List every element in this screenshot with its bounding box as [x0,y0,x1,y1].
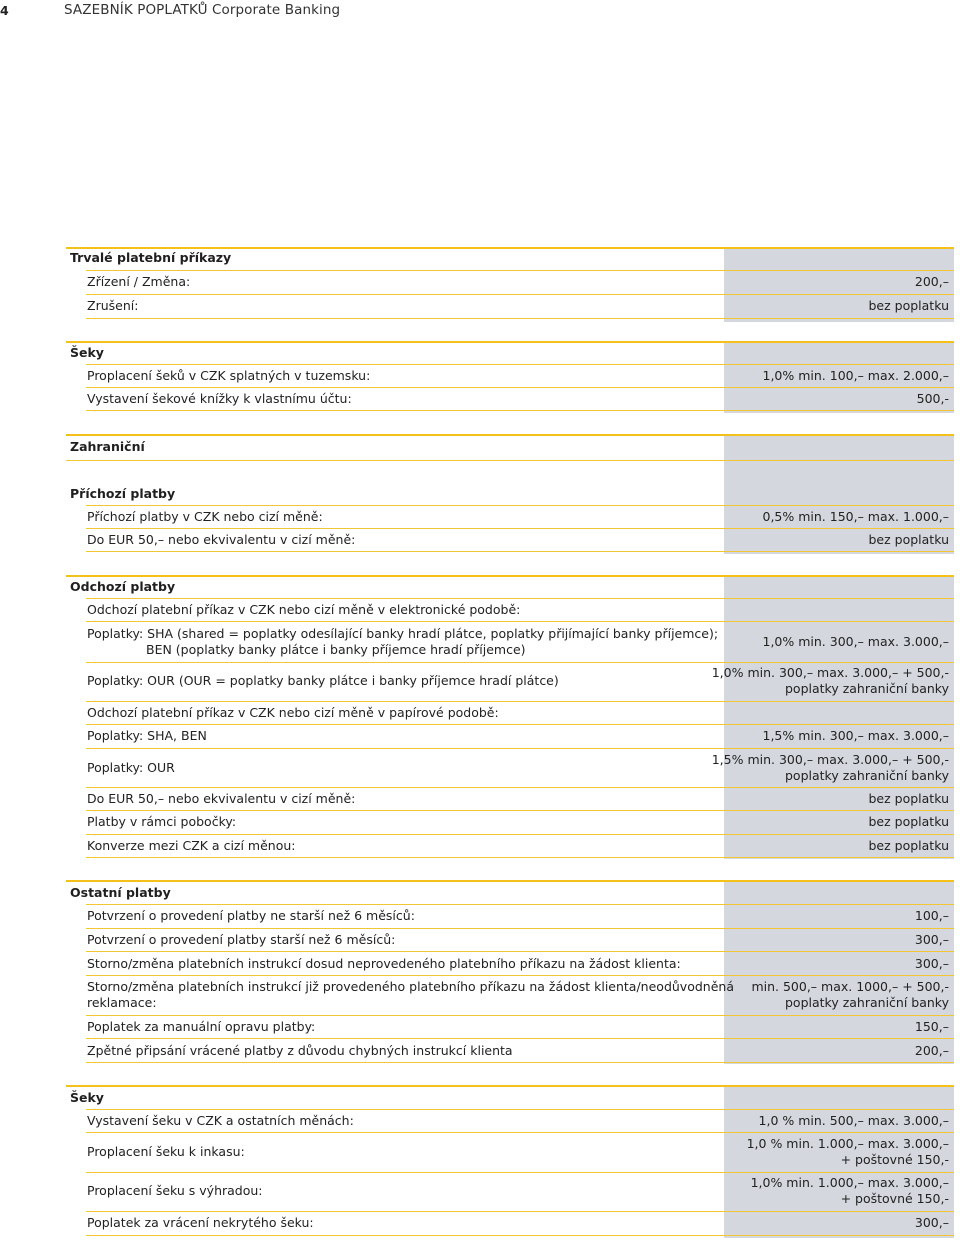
section-heading: Odchozí platby [70,579,176,594]
row-divider [86,270,954,271]
row-label: Vystavení šeku v CZK a ostatních měnách: [87,1113,354,1128]
row-label: Zpětné připsání vrácené platby z důvodu chybných instrukcí klienta [87,1043,513,1058]
row-value: + poštovné 150,- [840,1191,949,1206]
row-value: bez poplatku [868,814,949,829]
row-value: 500,- [916,391,949,406]
row-divider [86,1235,954,1236]
row-value: 150,– [914,1019,949,1034]
row-label: Proplacení šeků v CZK splatných v tuzemsku: [87,368,371,383]
row-value: 200,– [914,1043,949,1058]
row-value: bez poplatku [868,532,949,547]
row-value: poplatky zahraniční banky [784,995,949,1010]
row-label: Odchozí platební příkaz v CZK nebo cizí měně v papírové podobě: [87,705,499,720]
row-label: Platby v rámci pobočky: [87,814,237,829]
page-number: 4 [0,3,9,18]
row-divider [86,975,954,976]
section-heading: Ostatní platby [70,885,171,900]
row-divider [86,318,954,319]
row-label: Poplatky: OUR [87,760,175,775]
row-divider [86,1015,954,1016]
row-value: 1,0% min. 1.000,– max. 3.000,– [750,1175,949,1190]
section-divider [66,880,954,882]
row-divider [86,1211,954,1212]
section-heading: Příchozí platby [70,486,176,501]
section-heading: Zahraniční [70,439,145,454]
row-divider [86,410,954,411]
row-value: 1,0% min. 300,– max. 3.000,– + 500,- [711,665,949,680]
row-divider [86,701,954,702]
row-label: Potvrzení o provedení platby starší než 6 měsíců: [87,932,396,947]
row-label: Poplatky: OUR (OUR = poplatky banky plátce i banky příjemce hradí plátce) [87,673,559,688]
row-divider [86,621,954,622]
row-divider [86,1038,954,1039]
row-value: 200,– [914,274,949,289]
row-divider [86,1132,954,1133]
section-divider [66,341,954,343]
row-value: 1,0 % min. 500,– max. 3.000,– [758,1113,949,1128]
row-divider [86,387,954,388]
row-value: 1,0 % min. 1.000,– max. 3.000,– [746,1136,949,1151]
section-divider [66,1085,954,1087]
row-label: Odchozí platební příkaz v CZK nebo cizí měně v elektronické podobě: [87,602,521,617]
row-label: Poplatek za manuální opravu platby: [87,1019,316,1034]
row-label: Vystavení šekové knížky k vlastnímu účtu: [87,391,352,406]
row-divider [86,810,954,811]
row-label: reklamace: [87,995,157,1010]
row-value: 1,0% min. 100,– max. 2.000,– [762,368,949,383]
row-divider [86,928,954,929]
row-divider [86,1109,954,1110]
row-divider [86,904,954,905]
row-value: 100,– [914,908,949,923]
row-label: Proplacení šeku k inkasu: [87,1144,245,1159]
row-divider [86,662,954,663]
row-divider [86,505,954,506]
row-label: Konverze mezi CZK a cizí měnou: [87,838,296,853]
row-divider [86,724,954,725]
row-divider [86,787,954,788]
section-divider [66,247,954,249]
row-divider [86,748,954,749]
section-heading: Trvalé platební příkazy [70,250,232,265]
row-divider [86,551,954,552]
row-value: + poštovné 150,- [840,1152,949,1167]
section-divider [66,434,954,436]
row-label: Poplatek za vrácení nekrytého šeku: [87,1215,314,1230]
row-label: Proplacení šeku s výhradou: [87,1183,263,1198]
row-value: 300,– [914,932,949,947]
row-label: Zrušení: [87,298,139,313]
row-divider [86,598,954,599]
section-divider [66,575,954,577]
row-label: Potvrzení o provedení platby ne starší než 6 měsíců: [87,908,415,923]
row-divider [86,951,954,952]
row-divider [86,834,954,835]
section-heading: Šeky [70,345,104,360]
row-label: Zřízení / Změna: [87,274,191,289]
row-label: Do EUR 50,– nebo ekvivalentu v cizí měně: [87,532,356,547]
row-value: min. 500,– max. 1000,– + 500,- [751,979,949,994]
row-divider [86,364,954,365]
row-label: Storno/změna platebních instrukcí dosud neprovedeného platebního příkazu na žádost klienta: [87,956,681,971]
section-heading: Šeky [70,1090,104,1105]
row-value: 1,5% min. 300,– max. 3.000,– [762,728,949,743]
row-label: BEN (poplatky banky plátce i banky příjemce hradí příjemce) [146,642,526,657]
row-label: Poplatky: SHA (shared = poplatky odesílající banky hradí plátce, poplatky přijímající banky příjemce); [87,626,719,641]
row-label: Do EUR 50,– nebo ekvivalentu v cizí měně: [87,791,356,806]
row-divider [86,1062,954,1063]
row-value: bez poplatku [868,298,949,313]
row-value: 0,5% min. 150,– max. 1.000,– [762,509,949,524]
row-divider [86,857,954,858]
row-divider [86,528,954,529]
row-label: Storno/změna platebních instrukcí již provedeného platebního příkazu na žádost klienta/neodůvodněná [87,979,734,994]
row-value: bez poplatku [868,838,949,853]
row-label: Poplatky: SHA, BEN [87,728,207,743]
row-value: poplatky zahraniční banky [784,681,949,696]
row-value: 1,5% min. 300,– max. 3.000,– + 500,- [711,752,949,767]
row-label: Příchozí platby v CZK nebo cizí měně: [87,509,323,524]
row-value: 300,– [914,1215,949,1230]
row-value: 1,0% min. 300,– max. 3.000,– [762,634,949,649]
row-value: bez poplatku [868,791,949,806]
section-divider [66,460,954,461]
row-value: poplatky zahraniční banky [784,768,949,783]
page-title: SAZEBNÍK POPLATKŮ Corporate Banking [64,2,341,18]
row-divider [86,1172,954,1173]
row-value: 300,– [914,956,949,971]
row-divider [86,294,954,295]
